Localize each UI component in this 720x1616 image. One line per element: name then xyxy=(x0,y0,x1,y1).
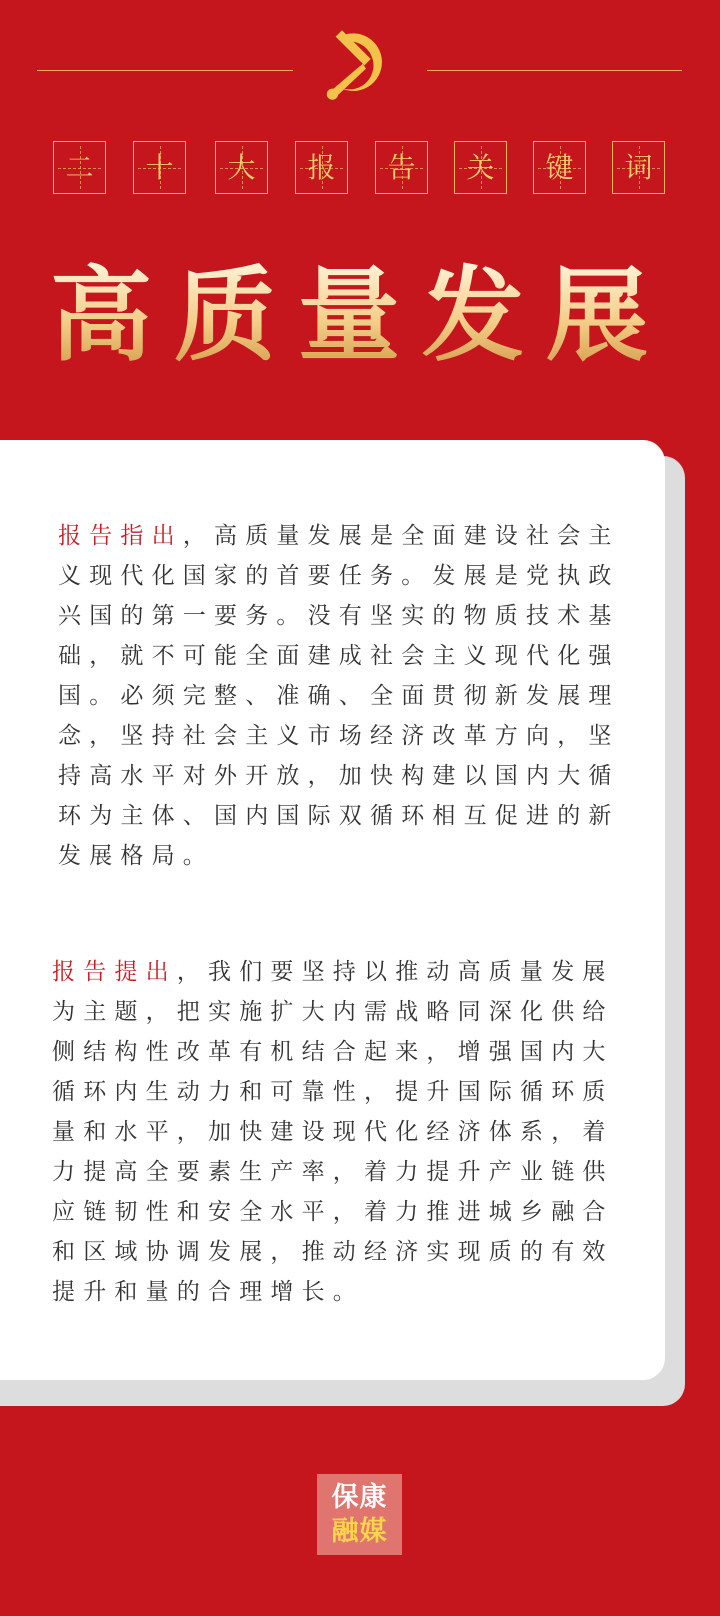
keyword-char-box xyxy=(454,141,507,194)
report-paragraph xyxy=(58,516,630,876)
keyword-char-box xyxy=(133,141,186,194)
logo-line-bottom: 融媒 xyxy=(331,1515,388,1547)
keyword-char-box xyxy=(612,141,665,194)
keyword-char-box xyxy=(215,141,268,194)
keyword-char-box xyxy=(295,141,348,194)
keyword-char-box xyxy=(53,141,106,194)
main-title: 高质量发展 xyxy=(0,262,720,372)
keyword-char: 报 xyxy=(307,150,336,184)
header-right-divider xyxy=(427,70,682,71)
baokang-media-logo xyxy=(317,1474,402,1555)
keyword-char-box xyxy=(375,141,428,194)
paragraph-lead: 报告提出 xyxy=(52,959,177,985)
logo-line-top: 保康 xyxy=(331,1481,388,1513)
hammer-sickle-emblem-icon xyxy=(318,27,398,107)
paragraph-lead: 报告指出 xyxy=(58,523,183,549)
keyword-heading-row xyxy=(53,141,667,196)
paragraph-text: ，高质量发展是全面建设社会主义现代化国家的首要任务。发展是党执政兴国的第一要务。没有坚实的物质技术基础，就不可能全面建成社会主义现代化强国。必须完整、准确、全面贯彻新发展理念，坚持社会主义市场经济改革方向，坚持高水平对外开放，加快构建以国内大循环为主体、国内国际双循环相互促进的新发展格局。 xyxy=(58,523,620,869)
keyword-char-box xyxy=(533,141,586,194)
keyword-char: 十 xyxy=(145,150,174,184)
keyword-char: 词 xyxy=(624,150,653,184)
keyword-char: 大 xyxy=(227,150,256,184)
paragraph-text: ，我们要坚持以推动高质量发展为主题，把实施扩大内需战略同深化供给侧结构性改革有机结合起来，增强国内大循环内生动力和可靠性，提升国际循环质量和水平，加快建设现代化经济体系，着力提高全要素生产率，着力提升产业链供应链韧性和安全水平，着力推进城乡融合和区域协调发展，推动经济实现质的有效提升和量的合理增长。 xyxy=(52,959,614,1305)
keyword-char: 二 xyxy=(65,150,94,184)
keyword-char: 关 xyxy=(466,150,495,184)
header-left-divider xyxy=(37,70,293,71)
keyword-char: 键 xyxy=(545,150,574,184)
report-paragraph xyxy=(52,952,624,1312)
keyword-char: 告 xyxy=(387,150,416,184)
